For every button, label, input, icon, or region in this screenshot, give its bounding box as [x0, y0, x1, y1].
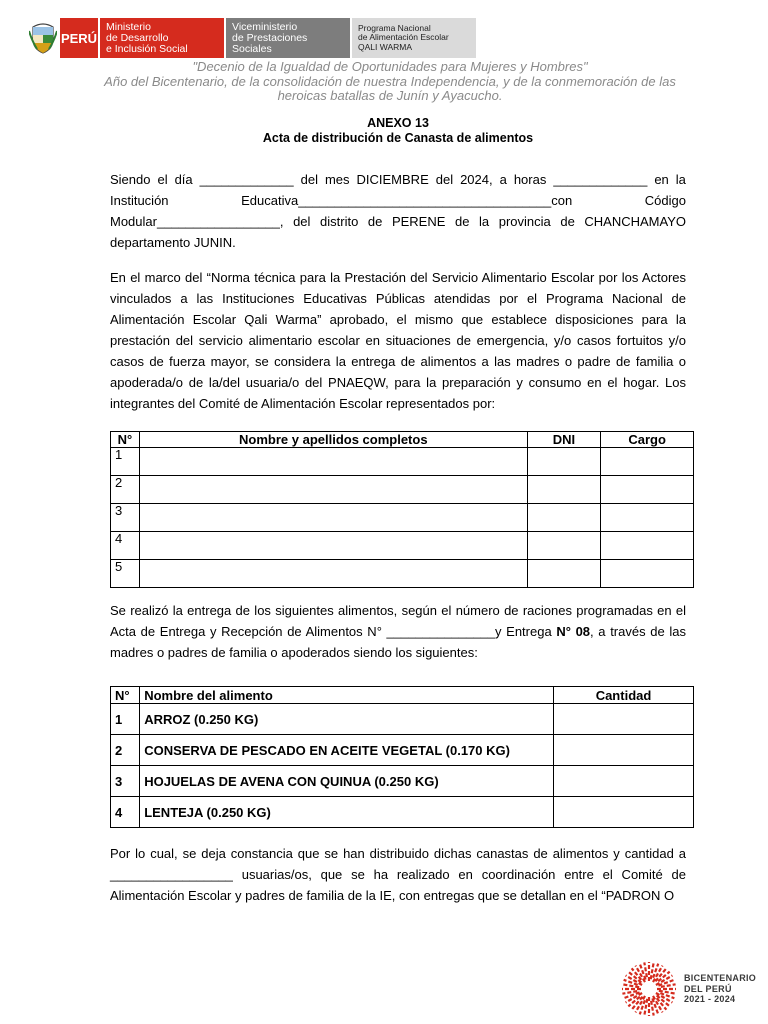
dni-field[interactable]	[527, 560, 601, 588]
acta-title: Acta de distribución de Canasta de alimentos	[262, 130, 534, 145]
col-cargo: Cargo	[601, 432, 694, 448]
anexo-label: ANEXO 13	[367, 116, 429, 130]
nombre-field[interactable]	[139, 448, 527, 476]
col-n: N°	[111, 432, 140, 448]
cargo-field[interactable]	[601, 560, 694, 588]
alimentos-table	[110, 686, 694, 828]
cantidad-field[interactable]	[554, 766, 694, 797]
col-dni: DNI	[527, 432, 601, 448]
header-logos	[28, 18, 476, 58]
table-row: 4	[111, 532, 694, 560]
bicentenario-logo: BICENTENARIO DEL PERÚ 2021 - 2024	[620, 960, 756, 1018]
table-row: 3 HOJUELAS DE AVENA CON QUINUA (0.250 KG)	[111, 766, 694, 797]
cargo-field[interactable]	[601, 476, 694, 504]
peru-label: PERÚ	[60, 18, 98, 58]
cargo-field[interactable]	[601, 532, 694, 560]
table-row: 2	[111, 476, 694, 504]
cantidad-field[interactable]	[554, 797, 694, 828]
paragraph-marco: En el marco del “Norma técnica para la Prestación del Servicio Alimentario Escolar por los Actores vinculados a las Instituciones Educativas Públicas atendidas por el Programa Nacional de Alimentación Escolar Qali Warma” aprobado, el mismo que establece disposiciones para la prestación del servicio alimentario escolar en situaciones de emergencia, y/o casos fortuitos y/o casos de fuerza mayor, se considera la entrega de alimentos a las madres o padre de familia o apoderada/o de la/del usuaria/o del PNAEQW, para la preparación y consumo en el hogar. Los integrantes del Comité de Alimentación Escolar representados por:	[110, 270, 686, 411]
table-row: 3	[111, 504, 694, 532]
decenio-heading: "Decenio de la Igualdad de Oportunidades para Mujeres y Hombres" Año del Bicentenario, de la consolidación de nuestra Independencia, y de la conmemoración de las heroicas batallas de Junín y Ayacucho.	[104, 59, 676, 103]
nombre-field[interactable]	[139, 504, 527, 532]
col-alimento: Nombre del alimento	[140, 687, 554, 704]
table-row: 5	[111, 560, 694, 588]
peru-shield-icon	[28, 18, 58, 58]
dni-field[interactable]	[527, 532, 601, 560]
ministerio-label: Ministerio de Desarrollo e Inclusión Social	[100, 18, 224, 58]
table-row: 2 CONSERVA DE PESCADO EN ACEITE VEGETAL (0.170 KG)	[111, 735, 694, 766]
table-row: 1	[111, 448, 694, 476]
col-n: N°	[111, 687, 140, 704]
bicentenario-emblem-icon	[620, 960, 678, 1018]
nombre-field[interactable]	[139, 560, 527, 588]
col-cantidad: Cantidad	[554, 687, 694, 704]
cargo-field[interactable]	[601, 504, 694, 532]
dni-field[interactable]	[527, 476, 601, 504]
paragraph-entrega: Se realizó la entrega de los siguientes alimentos, según el número de raciones programadas en el Acta de Entrega y Recepción de Alimentos N° _______________y Entrega N° 08, a través de las madres o padres de familia o apoderados siendo los siguientes:	[110, 603, 686, 660]
table-row: 1 ARROZ (0.250 KG)	[111, 704, 694, 735]
col-nombre: Nombre y apellidos completos	[139, 432, 527, 448]
document-title	[0, 116, 768, 145]
paragraph-constancia: Por lo cual, se deja constancia que se han distribuido dichas canastas de alimentos y cantidad a _________________ usuarias/os, que se ha realizado en coordinación entre el Comité de Alimentación Escolar y padres de familia de la IE, con entregas que se detallan en el “PADRON O	[110, 846, 686, 903]
cantidad-field[interactable]	[554, 704, 694, 735]
cantidad-field[interactable]	[554, 735, 694, 766]
table-row: 4 LENTEJA (0.250 KG)	[111, 797, 694, 828]
dni-field[interactable]	[527, 504, 601, 532]
nombre-field[interactable]	[139, 476, 527, 504]
viceministerio-label: Viceministerio de Prestaciones Sociales	[226, 18, 350, 58]
cargo-field[interactable]	[601, 448, 694, 476]
qali-warma-label: Programa Nacional de Alimentación Escolar QALI WARMA	[352, 18, 476, 58]
paragraph-fecha: Siendo el día _____________ del mes DICIEMBRE del 2024, a horas _____________ en la Institución Educativa___________________________________con Código Modular_________________, del distrito de PERENE de la provincia de CHANCHAMAYO departamento JUNIN.	[110, 172, 686, 250]
dni-field[interactable]	[527, 448, 601, 476]
comite-table	[110, 431, 694, 588]
nombre-field[interactable]	[139, 532, 527, 560]
